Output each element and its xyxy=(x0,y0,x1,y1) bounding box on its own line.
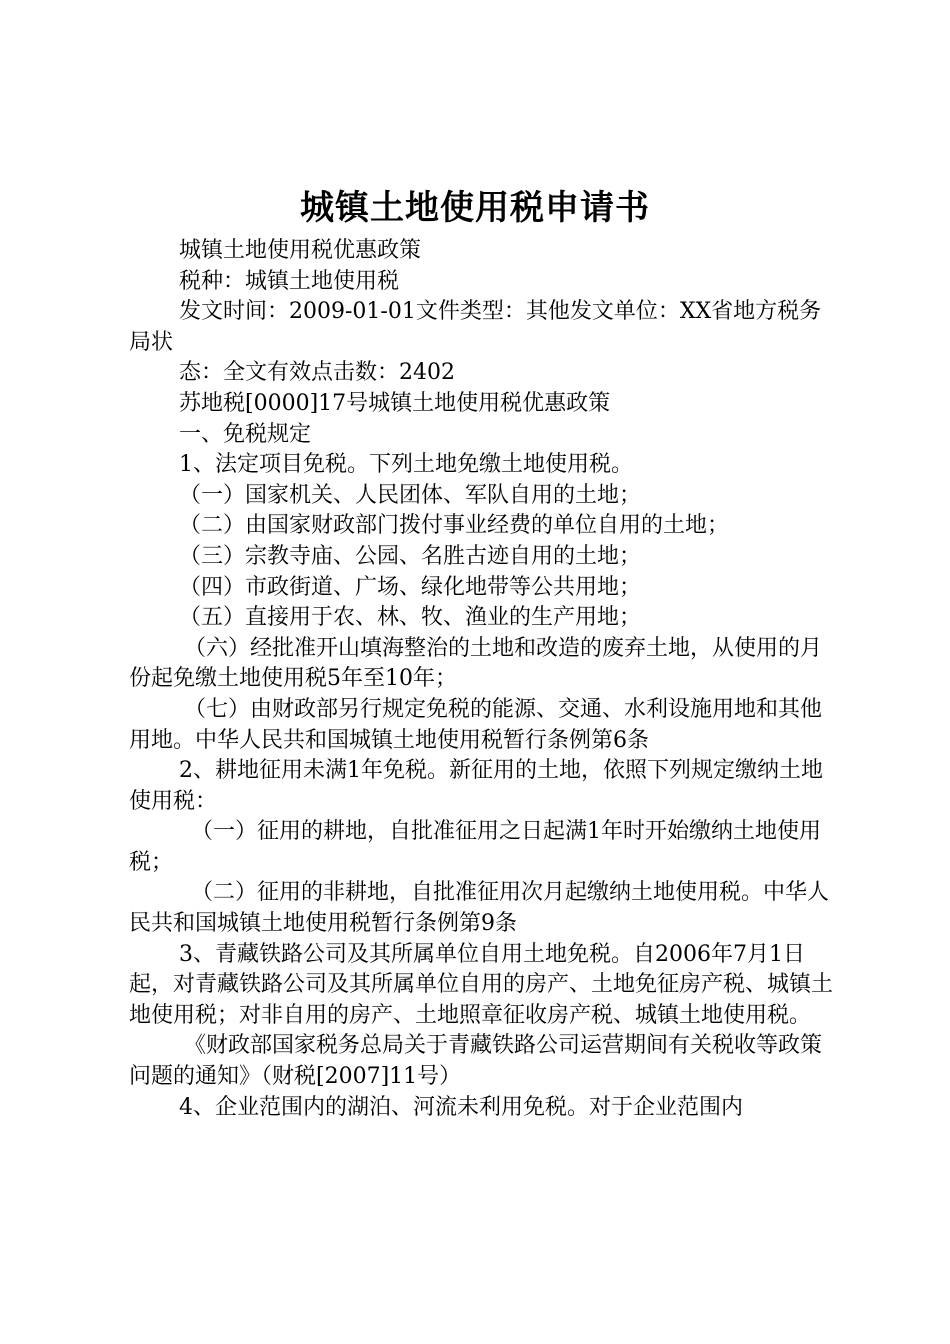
paragraph-subitem-1: （一）国家机关、人民团体、军队自用的土地； xyxy=(179,482,642,508)
paragraph-policy-heading: 城镇土地使用税优惠政策 xyxy=(179,238,422,263)
paragraph-subitem-2: （二）由国家财政部门拨付事业经费的单位自用的土地； xyxy=(179,513,730,539)
paragraph-item-2: 2、耕地征用未满1年免税。新征用的土地，依照下列规定缴纳土地使用税： xyxy=(129,758,823,814)
paragraph-item-2-subitem-1: （一）征用的耕地，自批准征用之日起满1年时开始缴纳土地使用税； xyxy=(129,819,821,875)
paragraph-item-1: 1、法定项目免税。下列土地免缴土地使用税。 xyxy=(179,452,633,478)
paragraph-tax-type: 税种：城镇土地使用税 xyxy=(179,268,400,294)
document-body xyxy=(129,236,835,1123)
paragraph-status: 态：全文有效点击数：2402 xyxy=(179,360,455,386)
paragraph-item-3: 3、青藏铁路公司及其所属单位自用土地免税。自2006年7月1日起，对青藏铁路公司及其所属单位自用的房产、土地免征房产税、城镇土地使用税；对非自用的房产、土地照章征收房产税、城镇土地使用税。 xyxy=(129,941,834,1028)
paragraph-subitem-5: （五）直接用于农、林、牧、渔业的生产用地； xyxy=(179,605,642,631)
paragraph-subitem-4: （四）市政街道、广场、绿化地带等公共用地； xyxy=(179,574,642,600)
paragraph-document-number: 苏地税[0000]17号城镇土地使用税优惠政策 xyxy=(179,390,611,416)
paragraph-section-exemption: 一、免税规定 xyxy=(179,421,312,447)
paragraph-notice-reference: 《财政部国家税务总局关于青藏铁路公司运营期间有关税收等政策问题的通知》（财税[2007]11号） xyxy=(129,1033,823,1090)
paragraph-subitem-3: （三）宗教寺庙、公园、名胜古迹自用的土地； xyxy=(179,543,642,569)
paragraph-item-2-subitem-2: （二）征用的非耕地，自批准征用次月起缴纳土地使用税。中华人民共和国城镇土地使用税暂行条例第9条 xyxy=(129,880,830,937)
document-title: 城镇土地使用税申请书 xyxy=(300,188,650,228)
paragraph-subitem-6: （六）经批准开山填海整治的土地和改造的废弃土地，从使用的月份起免缴土地使用税5年至10年； xyxy=(129,635,823,692)
paragraph-issue-info: 发文时间：2009-01-01文件类型：其他发文单位：XX省地方税务局状 xyxy=(129,299,822,355)
paragraph-item-4: 4、企业范围内的湖泊、河流未利用免税。对于企业范围内 xyxy=(179,1094,743,1120)
paragraph-subitem-7: （七）由财政部另行规定免税的能源、交通、水利设施用地和其他用地。中华人民共和国城镇土地使用税暂行条例第6条 xyxy=(129,696,823,753)
